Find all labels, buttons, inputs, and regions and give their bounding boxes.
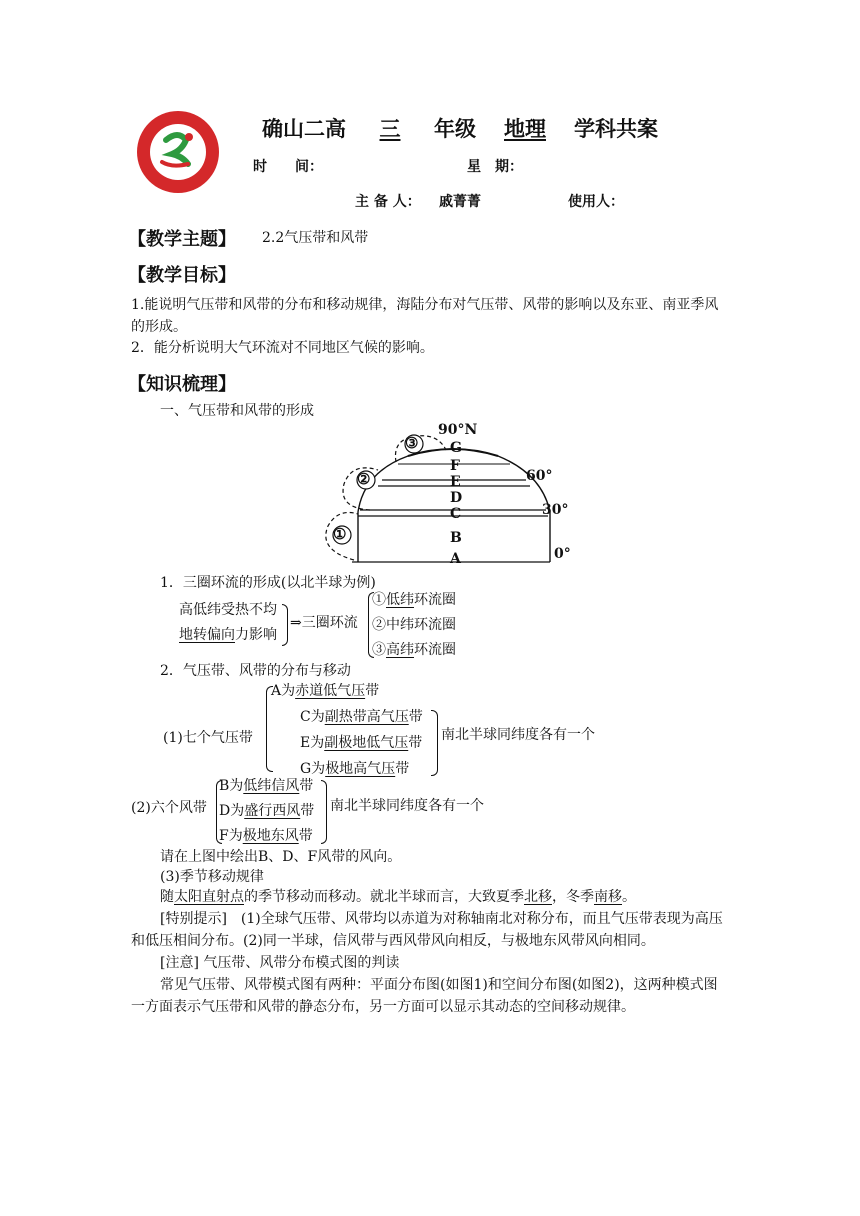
wind-right-brace [321,780,327,844]
cell-item-3: ③高纬环流圈 [372,642,456,658]
goal-item-2: 2．能分析说明大气环流对不同地区气候的影响。 [131,340,434,356]
cell-2-label: ② [357,470,371,488]
goal-item-1: 1.能说明气压带和风带的分布和移动规律，海陆分布对气压带、风带的影响以及东亚、南亚季风的形成。 [131,297,719,335]
user-label: 使用人： [568,194,624,210]
three-cell-arrow: ⇒三圈环流 [290,615,358,631]
three-cell-title: 1．三圈环流的形成(以北半球为例) [160,575,376,591]
topic-value: 2.2气压带和风带 [262,230,369,246]
draw-hint: 请在上图中绘出B、D、F风带的风向。 [160,849,402,865]
season-rule: 随太阳直射点的季节移动而移动。就北半球而言，大致夏季北移，冬季南移。 [160,889,636,905]
belt-letter-d: D [450,490,463,506]
cause-2-underlined: 地转偏向 [179,627,235,643]
belt-b: B为低纬信风带 [219,778,314,794]
grade-suffix: 年级 [434,117,476,141]
belt-g: G为极地高气压带 [300,761,410,777]
weekday-label: 星 期： [467,159,523,175]
subsection-1-title: 一、气压带和风带的形成 [160,403,314,419]
subject-suffix: 学科共案 [574,117,658,141]
three-cell-cause-1: 高低纬受热不均 [179,602,277,618]
belt-letter-c: C [450,506,462,522]
six-belts-note: 南北半球同纬度各有一个 [330,798,484,814]
belt-f: F为极地东风带 [219,828,313,844]
cell-1-label: ① [333,525,347,543]
cell-item-1: ①低纬环流圈 [372,592,456,608]
cause-2-rest: 力影响 [235,627,277,643]
belt-c: C为副热带高气压带 [300,709,423,725]
grade-value: 三 [379,117,401,141]
pressure-belt-diagram [318,420,578,570]
belt-letter-e: E [450,474,461,490]
cell-item-2: ②中纬环流圈 [372,617,456,633]
topic-heading: 【教学主题】 [128,229,236,250]
author-label: 主 备 人： [355,194,421,210]
belt-letter-f: F [450,458,460,474]
belts-title: 2．气压带、风带的分布与移动 [160,663,351,679]
subject-value: 地理 [504,117,546,141]
lat30-label: 30° [542,502,569,518]
time-label: 时 间： [253,159,323,175]
school-logo [136,110,220,194]
belt-d: D为盛行西风带 [219,803,315,819]
belt-e: E为副极地低气压带 [300,735,423,751]
lat0-label: 0° [554,546,571,562]
seven-belts-note: 南北半球同纬度各有一个 [441,727,595,743]
goals-heading: 【教学目标】 [128,265,236,286]
belt-letter-g: G [450,440,462,456]
belt-letter-b: B [450,530,462,546]
school-name: 确山二高 [262,117,346,141]
note-body: 常见气压带、风带模式图有两种：平面分布图(如图1)和空间分布图(如图2)，这两种模式图一方面表示气压带和风带的静态分布，另一方面可以显示其动态的空间移动规律。 [131,977,718,1015]
author-name: 戚菁菁 [439,194,481,210]
cell-3-label: ③ [405,434,419,452]
three-cell-cause-2 [179,624,277,646]
season-title: (3)季节移动规律 [160,869,264,885]
pole-label: 90°N [438,422,478,438]
lat60-label: 60° [526,468,553,484]
six-belts-label: (2)六个风带 [131,800,207,816]
cause-brace [282,604,288,646]
knowledge-heading: 【知识梳理】 [128,374,236,395]
special-tip: [特别提示] (1)全球气压带、风带均以赤道为对称轴南北对称分布，而且气压带表现为高压和低压相间分布。(2)同一半球，信风带与西风带风向相反，与极地东风带风向相同。 [131,911,723,949]
belt-letter-a: A [450,551,461,567]
belt-a: A为赤道低气压带 [271,683,380,699]
pressure-right-brace [431,710,438,776]
header-title [262,113,658,143]
seven-belts-label: (1)七个气压带 [163,730,253,746]
note-title: [注意] 气压带、风带分布模式图的判读 [160,955,400,971]
